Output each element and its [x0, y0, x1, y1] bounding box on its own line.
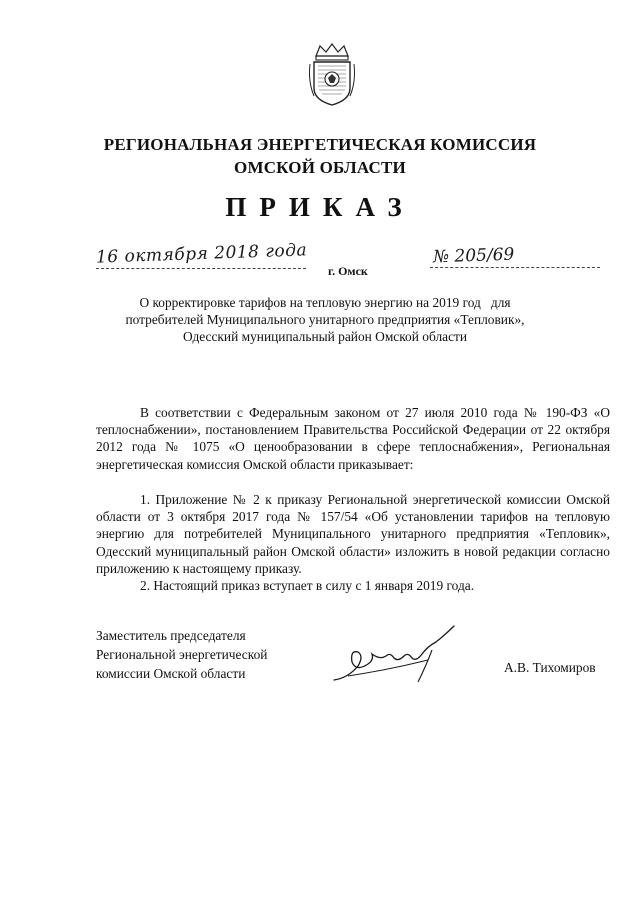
- number-underline: [430, 267, 600, 268]
- document-number: № 205/69: [432, 244, 515, 268]
- signatory-position-line3: комиссии Омской области: [96, 666, 246, 681]
- signer-name: А.В. Тихомиров: [504, 660, 596, 675]
- document-subject: [110, 294, 540, 345]
- subject-line1: О корректировке тарифов на тепловую энергию на 2019 год для: [139, 295, 511, 310]
- signatory-position: [96, 626, 267, 683]
- omsk-region-coat-of-arms-icon: [306, 42, 358, 108]
- organization-name-line1: РЕГИОНАЛЬНАЯ ЭНЕРГЕТИЧЕСКАЯ КОМИССИЯ: [103, 135, 537, 154]
- organization-name-line2: ОМСКОЙ ОБЛАСТИ: [234, 158, 406, 177]
- signatory-position-line2: Региональной энергетической: [96, 647, 268, 662]
- preamble-paragraph: В соответствии с Федеральным законом от 27 июля 2010 года № 190-ФЗ «О теплоснабжении», постановлением Правительства Российской Федерации от 22 октября 2012 года № 1075 «О ценообразовании в сфере теплоснабжения», Региональная энергетическая комиссия Омской области приказывает:: [96, 405, 610, 472]
- signatory-position-line1: Заместитель председателя: [96, 628, 246, 643]
- handwritten-signature-icon: [328, 620, 464, 688]
- document-date: 16 октября 2018 года: [95, 240, 308, 268]
- order-item-2: 2. Настоящий приказ вступает в силу с 1 января 2019 года.: [140, 578, 475, 593]
- subject-line3: Одесский муниципальный район Омской области: [182, 329, 468, 344]
- subject-line2: потребителей Муниципального унитарного предприятия «Тепловик»,: [125, 312, 525, 327]
- document-type-title: ПРИКАЗ: [225, 192, 415, 222]
- order-item-1: 1. Приложение № 2 к приказу Региональной энергетической комиссии Омской области от 3 октября 2017 года № 157/54 «Об установлении тарифов на тепловую энергию для потребителей Муниципального унитарного предприятия «Тепловик», Одесский муниципальный район Омской области» изложить в новой редакции согласно приложению к настоящему приказу.: [96, 492, 610, 576]
- date-underline: [96, 268, 306, 269]
- document-city: г. Омск: [328, 264, 368, 278]
